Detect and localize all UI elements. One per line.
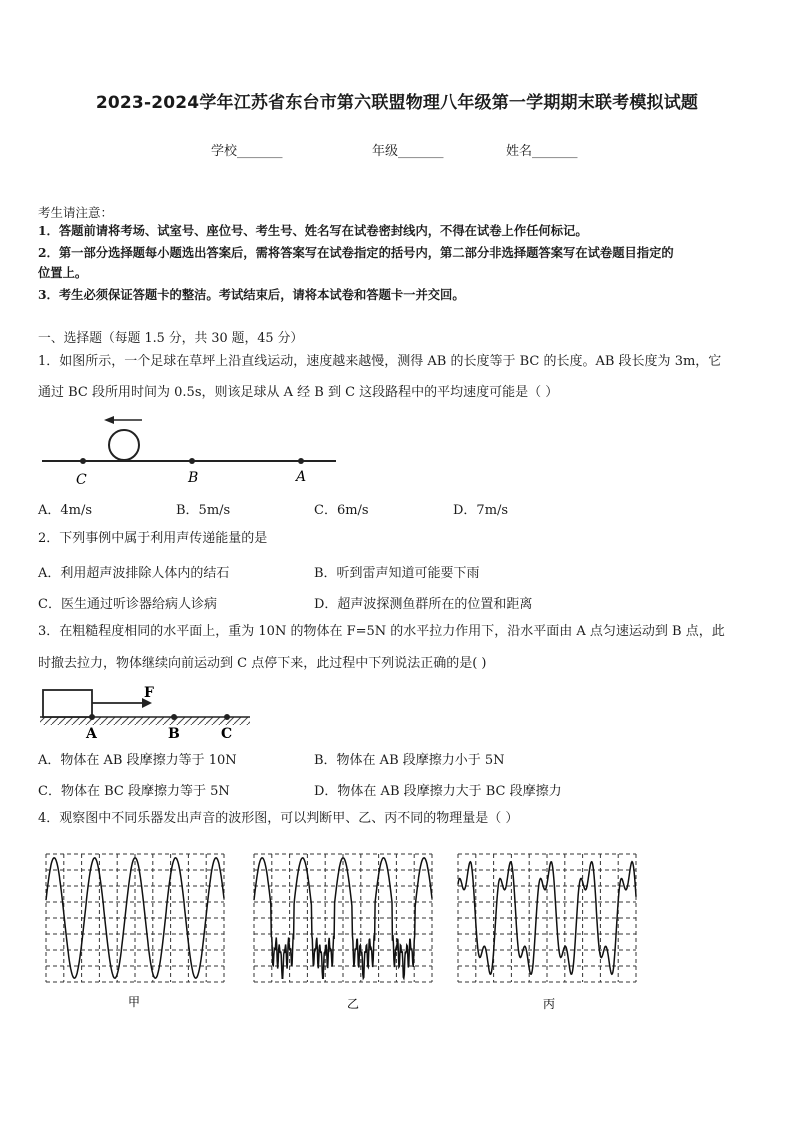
notice-item: 位置上。 bbox=[38, 265, 88, 280]
school-field: 学校_______ bbox=[211, 144, 283, 159]
object-block bbox=[43, 690, 92, 717]
label-b: B bbox=[168, 726, 180, 742]
q2-stem: 2．下列事例中属于利用声传递能量的是 bbox=[38, 531, 268, 546]
q2-option-c: C．医生通过听诊器给病人诊病 bbox=[38, 597, 217, 612]
label-c: C bbox=[221, 726, 233, 742]
point-a bbox=[89, 714, 95, 720]
q3-option-b: B．物体在 AB 段摩擦力小于 5N bbox=[314, 753, 505, 768]
q4-waveform-figure bbox=[0, 850, 794, 1015]
notice-item: 2．第一部分选择题每小题选出答案后，需将答案写在试卷指定的括号内，第二部分非选择题答案写在试卷题目指定的 bbox=[38, 245, 674, 260]
motion-arrow bbox=[104, 416, 142, 424]
q3-option-d: D．物体在 AB 段摩擦力大于 BC 段摩擦力 bbox=[314, 784, 562, 799]
notice-item: 3．考生必须保证答题卡的整洁。考试结束后，请将本试卷和答题卡一并交回。 bbox=[38, 287, 465, 302]
label-a: A bbox=[296, 469, 307, 485]
point-c bbox=[224, 714, 230, 720]
q1-option-c: C．6m/s bbox=[314, 503, 369, 518]
q2-option-b: B．听到雷声知道可能要下雨 bbox=[314, 566, 480, 581]
q3-option-a: A．物体在 AB 段摩擦力等于 10N bbox=[38, 753, 237, 768]
q1-option-a: A．4m/s bbox=[38, 503, 93, 518]
point-b bbox=[171, 714, 177, 720]
waveform-label-jia: 甲 bbox=[128, 995, 141, 1009]
point-c bbox=[80, 458, 86, 464]
q4-stem: 4．观察图中不同乐器发出声音的波形图，可以判断甲、乙、丙不同的物理量是（ ） bbox=[38, 811, 519, 826]
q2-option-d: D．超声波探测鱼群所在的位置和距离 bbox=[314, 597, 533, 612]
q3-stem-line2: 时撤去拉力，物体继续向前运动到 C 点停下来，此过程中下列说法正确的是( ) bbox=[38, 656, 487, 671]
label-b: B bbox=[188, 470, 199, 486]
q1-figure bbox=[38, 408, 348, 490]
name-field: 姓名_______ bbox=[506, 144, 578, 159]
q3-figure bbox=[38, 682, 258, 742]
point-b bbox=[189, 458, 195, 464]
label-a: A bbox=[86, 726, 97, 742]
force-arrow bbox=[92, 698, 152, 708]
notice-item: 1．答题前请将考场、试室号、座位号、考生号、姓名写在试卷密封线内，不得在试卷上作任何标记。 bbox=[38, 223, 588, 238]
football bbox=[109, 430, 139, 460]
label-c: C bbox=[76, 472, 87, 488]
q1-option-d: D．7m/s bbox=[453, 503, 509, 518]
q3-stem-line1: 3．在粗糙程度相同的水平面上，重为 10N 的物体在 F=5N 的水平拉力作用下，沿水平面由 A 点匀速运动到 B 点，此 bbox=[38, 624, 725, 639]
waveform-label-bing: 丙 bbox=[543, 997, 556, 1011]
waveform-label-yi: 乙 bbox=[347, 997, 360, 1011]
section-heading: 一、选择题（每题 1.5 分，共 30 题，45 分） bbox=[38, 331, 304, 346]
q1-option-b: B．5m/s bbox=[176, 503, 231, 518]
q1-stem-line2: 通过 BC 段所用时间为 0.5s，则该足球从 A 经 B 到 C 这段路程中的平均速度可能是（ ） bbox=[38, 385, 559, 400]
notice-heading: 考生请注意： bbox=[38, 205, 114, 220]
q1-stem-line1: 1．如图所示，一个足球在草坪上沿直线运动，速度越来越慢，测得 AB 的长度等于 BC 的长度。AB 段长度为 3m，它 bbox=[38, 354, 722, 369]
grade-field: 年级_______ bbox=[372, 144, 444, 159]
point-a bbox=[298, 458, 304, 464]
q2-option-a: A．利用超声波排除人体内的结石 bbox=[38, 566, 230, 581]
waveform-grid-jia bbox=[46, 854, 224, 982]
page-title: 2023-2024学年江苏省东台市第六联盟物理八年级第一学期期末联考模拟试题 bbox=[95, 93, 699, 113]
rough-surface bbox=[40, 717, 250, 725]
q3-option-c: C．物体在 BC 段摩擦力等于 5N bbox=[38, 784, 230, 799]
label-f: F bbox=[144, 685, 154, 701]
